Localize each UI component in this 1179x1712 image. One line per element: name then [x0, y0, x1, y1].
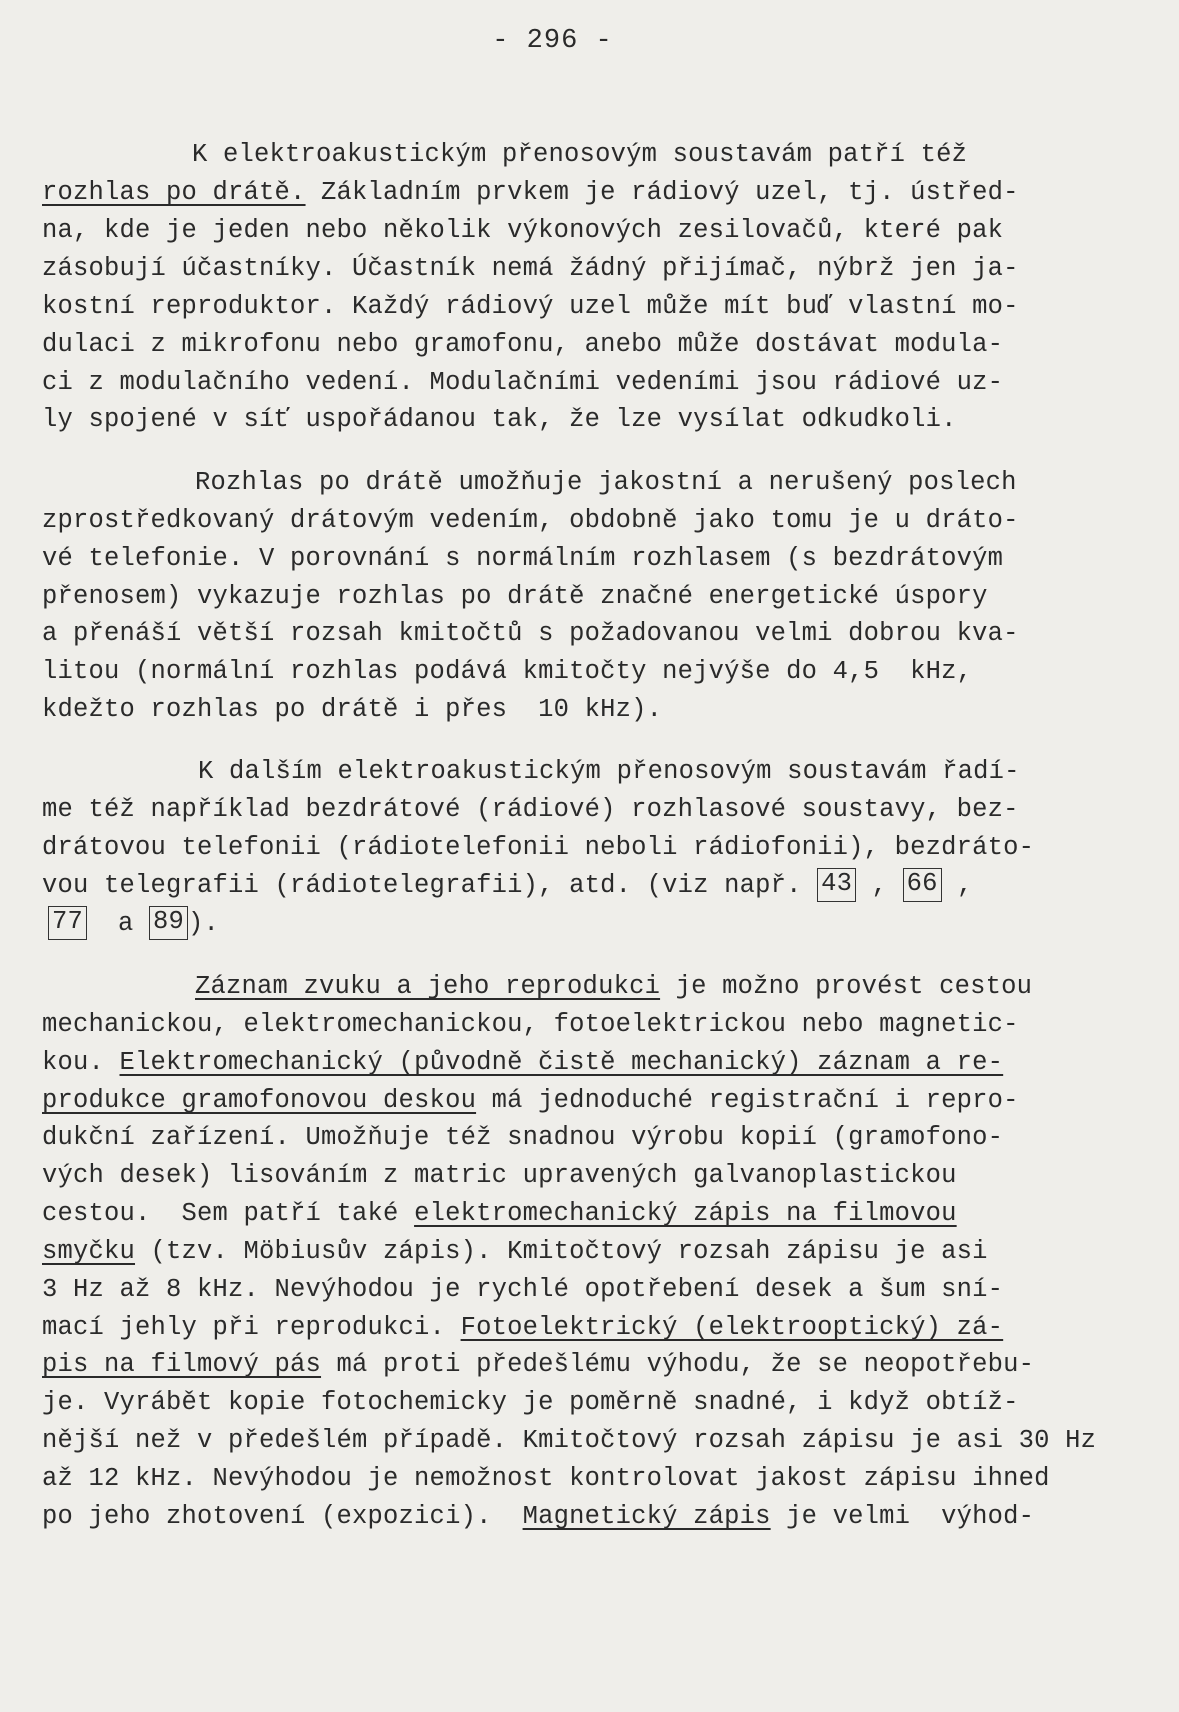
text-line: dulaci z mikrofonu nebo gramofonu, anebo může dostávat modula-	[42, 330, 1004, 359]
underlined-term: Magnetický zápis	[522, 1502, 771, 1531]
text-line: 3 Hz až 8 kHz. Nevýhodou je rychlé opotřebení desek a šum sní-	[42, 1275, 1004, 1304]
text-line: zásobují účastníky. Účastník nemá žádný přijímač, nýbrž jen ja-	[42, 254, 1019, 283]
text-line: mechanickou, elektromechanickou, fotoelektrickou nebo magnetic-	[42, 1010, 1019, 1039]
text-line: cestou. Sem patří také elektromechanický zápis na filmovou	[42, 1199, 957, 1228]
text-line: ci z modulačního vedení. Modulačními vedeními jsou rádiové uz-	[42, 368, 1004, 397]
text-line: rozhlas po drátě. Základním prvkem je rádiový uzel, tj. ústřed-	[42, 178, 1019, 207]
citation-ref: 43	[817, 868, 856, 902]
text-line: kdežto rozhlas po drátě i přes 10 kHz).	[42, 695, 663, 724]
text-line: až 12 kHz. Nevýhodou je nemožnost kontrolovat jakost zápisu ihned	[42, 1464, 1050, 1493]
text-line: dukční zařízení. Umožňuje též snadnou výrobu kopií (gramofono-	[42, 1123, 1004, 1152]
text-line: pis na filmový pás má proti předešlému výhodu, že se neopotřebu-	[42, 1350, 1035, 1379]
text-line: 77 a 89 ).	[48, 904, 219, 944]
text-line: mací jehly při reprodukci. Fotoelektrický (elektrooptický) zá-	[42, 1313, 1004, 1342]
underlined-term: Záznam zvuku a jeho reprodukci	[195, 972, 661, 1001]
text-line: vou telegrafii (rádiotelegrafii), atd. (viz např. 43 , 66 ,	[42, 866, 973, 906]
underlined-term: Fotoelektrický (elektrooptický) zá-	[460, 1313, 1004, 1342]
citation-ref: 66	[903, 868, 942, 902]
text-line: zprostředkovaný drátovým vedením, obdobně jako tomu je u dráto-	[42, 506, 1019, 535]
text-line: smyčku (tzv. Möbiusův zápis). Kmitočtový rozsah zápisu je asi	[42, 1237, 988, 1266]
text-line: po jeho zhotovení (expozici). Magnetický zápis je velmi výhod-	[42, 1502, 1035, 1531]
text-line: K dalším elektroakustickým přenosovým soustavám řadí-	[198, 757, 1020, 786]
underlined-term: rozhlas po drátě.	[42, 178, 306, 207]
text-line: je. Vyrábět kopie fotochemicky je poměrně snadné, i když obtíž-	[42, 1388, 1019, 1417]
citation-ref: 89	[149, 906, 188, 940]
text-line: kou. Elektromechanický (původně čistě mechanický) záznam a re-	[42, 1048, 1004, 1077]
underlined-term: pis na filmový pás	[42, 1350, 322, 1379]
text-line: a přenáší větší rozsah kmitočtů s požadovanou velmi dobrou kva-	[42, 619, 1019, 648]
text-line: me též například bezdrátové (rádiové) rozhlasové soustavy, bez-	[42, 795, 1019, 824]
text-line: vých desek) lisováním z matric upravených galvanoplastickou	[42, 1161, 957, 1190]
text-line: kostní reproduktor. Každý rádiový uzel může mít buď vlastní mo-	[42, 292, 1019, 321]
text-line: ly spojené v síť uspořádanou tak, že lze vysílat odkudkoli.	[42, 405, 957, 434]
text-line: nější než v předešlém případě. Kmitočtový rozsah zápisu je asi 30 Hz	[42, 1426, 1097, 1455]
text-line: K elektroakustickým přenosovým soustavám patří též	[192, 140, 968, 169]
underlined-term: produkce gramofonovou deskou	[42, 1086, 477, 1115]
citation-ref: 77	[48, 906, 87, 940]
text-line: vé telefonie. V porovnání s normálním rozhlasem (s bezdrátovým	[42, 544, 1004, 573]
text-line: drátovou telefonii (rádiotelefonii neboli rádiofonii), bezdráto-	[42, 833, 1035, 862]
text-line: produkce gramofonovou deskou má jednoduché registrační i repro-	[42, 1086, 1019, 1115]
underlined-term: smyčku	[42, 1237, 136, 1266]
text-line: Rozhlas po drátě umožňuje jakostní a nerušený poslech	[195, 468, 1017, 497]
text-line: na, kde je jeden nebo několik výkonových zesilovačů, které pak	[42, 216, 1004, 245]
underlined-term: Elektromechanický (původně čistě mechanický) záznam a re-	[119, 1048, 1004, 1077]
underlined-term: elektromechanický zápis na filmovou	[414, 1199, 957, 1228]
text-line: litou (normální rozhlas podává kmitočty nejvýše do 4,5 kHz,	[42, 657, 973, 686]
page-number: - 296 -	[492, 26, 613, 56]
text-line: přenosem) vykazuje rozhlas po drátě značné energetické úspory	[42, 582, 988, 611]
text-line: Záznam zvuku a jeho reprodukci je možno provést cestou	[195, 972, 1033, 1001]
